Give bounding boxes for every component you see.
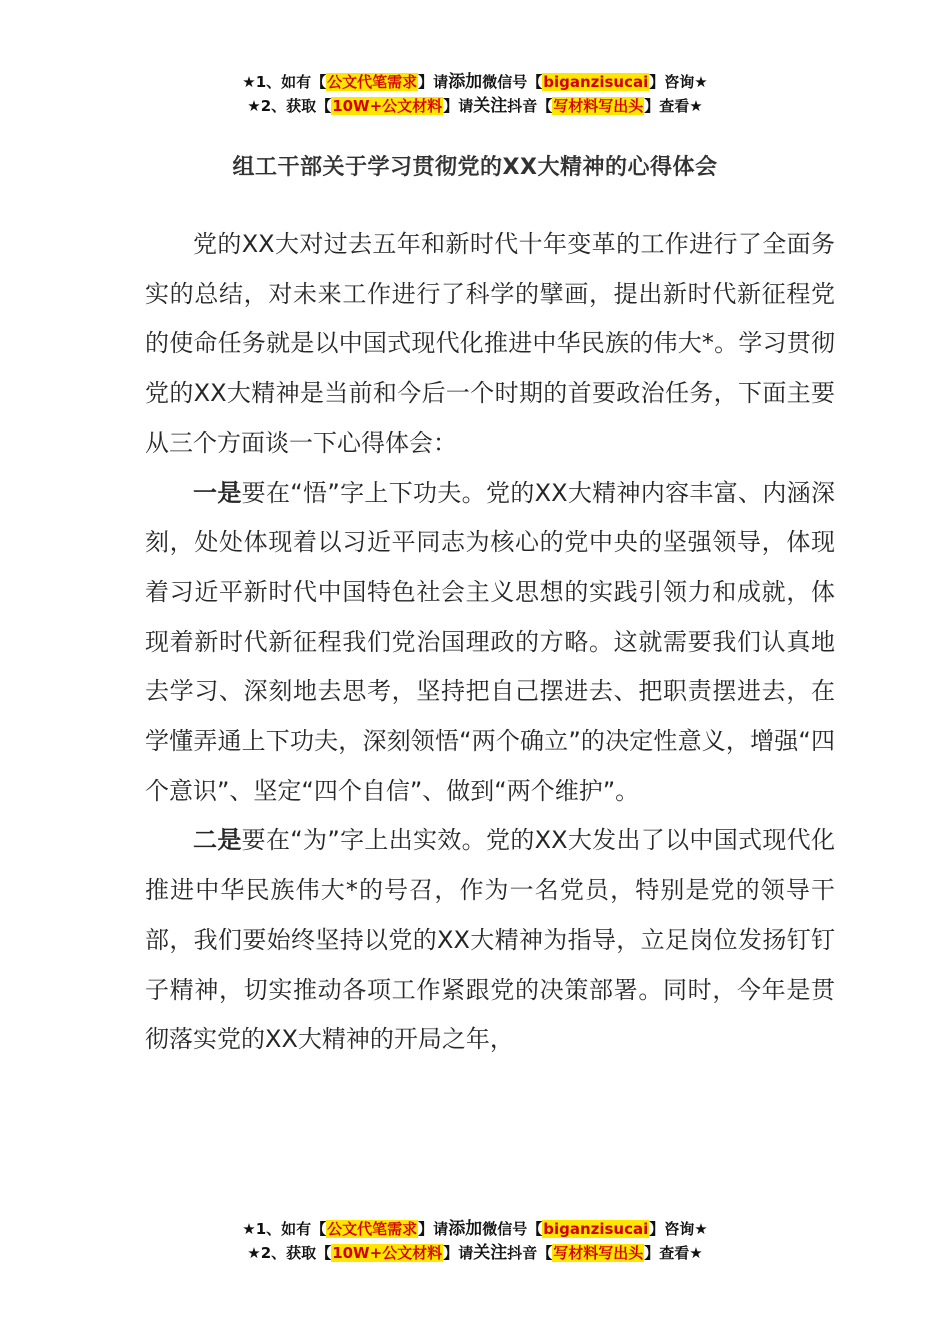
banner-highlight-wechat-id: biganzisucai bbox=[543, 1220, 649, 1238]
banner-line-2 bbox=[0, 1241, 950, 1265]
banner-highlight-douyin: 写材料写出头 bbox=[553, 97, 644, 115]
banner-text: 微信号【 bbox=[482, 73, 543, 91]
banner-text: ★2、获取【 bbox=[247, 1244, 332, 1262]
banner-text: ★1、如有【 bbox=[242, 1220, 327, 1238]
banner-line-1 bbox=[0, 1217, 950, 1241]
banner-text: 微信号【 bbox=[482, 1220, 543, 1238]
banner-text: 】请 bbox=[418, 1220, 449, 1238]
banner-text: ★1、如有【 bbox=[242, 73, 327, 91]
banner-line-2 bbox=[0, 94, 950, 118]
banner-highlight-service: 公文代笔需求 bbox=[327, 1220, 418, 1238]
paragraph-text: 要在“悟”字上下功夫。党的XX大精神内容丰富、内涵深刻，处处体现着以习近平同志为核心的党中央的坚强领导，体现着习近平新时代中国特色社会主义思想的实践引领力和成就，体现着新时代新征程我们党治国理政的方略。这就需要我们认真地去学习、深刻地去思考，坚持把自己摆进去、把职责摆进去，在学懂弄通上下功夫，深刻领悟“两个确立”的决定性意义，增强“四个意识”、坚定“四个自信”、做到“两个维护”。 bbox=[145, 478, 836, 805]
banner-highlight-wechat-id: biganzisucai bbox=[543, 73, 649, 91]
banner-text: 】请 bbox=[443, 1244, 474, 1262]
banner-emphasis: 添加 bbox=[448, 72, 483, 92]
banner-text: 】请 bbox=[418, 73, 449, 91]
banner-highlight-materials: 10W+公文材料 bbox=[332, 97, 443, 115]
banner-highlight-materials: 10W+公文材料 bbox=[332, 1244, 443, 1262]
banner-text: 】咨询★ bbox=[649, 1220, 708, 1238]
banner-text: 抖音【 bbox=[507, 1244, 553, 1262]
banner-text: 】查看★ bbox=[644, 97, 703, 115]
paragraph-point-1 bbox=[145, 469, 835, 817]
banner-text: 】咨询★ bbox=[649, 73, 708, 91]
document-body bbox=[145, 220, 835, 1065]
paragraph-lead: 二是 bbox=[193, 826, 242, 855]
banner-text: 】请 bbox=[443, 97, 474, 115]
paragraph-text: 要在“为”字上出实效。党的XX大发出了以中国式现代化推进中华民族伟大*的号召，作为一名党员，特别是党的领导干部，我们要始终坚持以党的XX大精神为指导，立足岗位发扬钉钉子精神，切实推动各项工作紧跟党的决策部署。同时，今年是贯彻落实党的XX大精神的开局之年， bbox=[145, 826, 836, 1054]
footer-banner bbox=[0, 1217, 950, 1265]
paragraph-intro bbox=[145, 220, 835, 469]
banner-emphasis: 关注 bbox=[473, 96, 508, 116]
banner-highlight-service: 公文代笔需求 bbox=[327, 73, 418, 91]
banner-text: 】查看★ bbox=[644, 1244, 703, 1262]
banner-highlight-douyin: 写材料写出头 bbox=[553, 1244, 644, 1262]
banner-line-1 bbox=[0, 70, 950, 94]
header-banner bbox=[0, 70, 950, 118]
paragraph-point-2 bbox=[145, 816, 835, 1065]
banner-emphasis: 关注 bbox=[473, 1243, 508, 1263]
banner-emphasis: 添加 bbox=[448, 1219, 483, 1239]
banner-text: ★2、获取【 bbox=[247, 97, 332, 115]
paragraph-text: 党的XX大对过去五年和新时代十年变革的工作进行了全面务实的总结，对未来工作进行了科学的擘画，提出新时代新征程党的使命任务就是以中国式现代化推进中华民族的伟大*。学习贯彻党的XX大精神是当前和今后一个时期的首要政治任务，下面主要从三个方面谈一下心得体会： bbox=[145, 230, 835, 457]
paragraph-lead: 一是 bbox=[193, 478, 242, 507]
document-title: 组工干部关于学习贯彻党的XX大精神的心得体会 bbox=[232, 155, 718, 180]
banner-text: 抖音【 bbox=[507, 97, 553, 115]
